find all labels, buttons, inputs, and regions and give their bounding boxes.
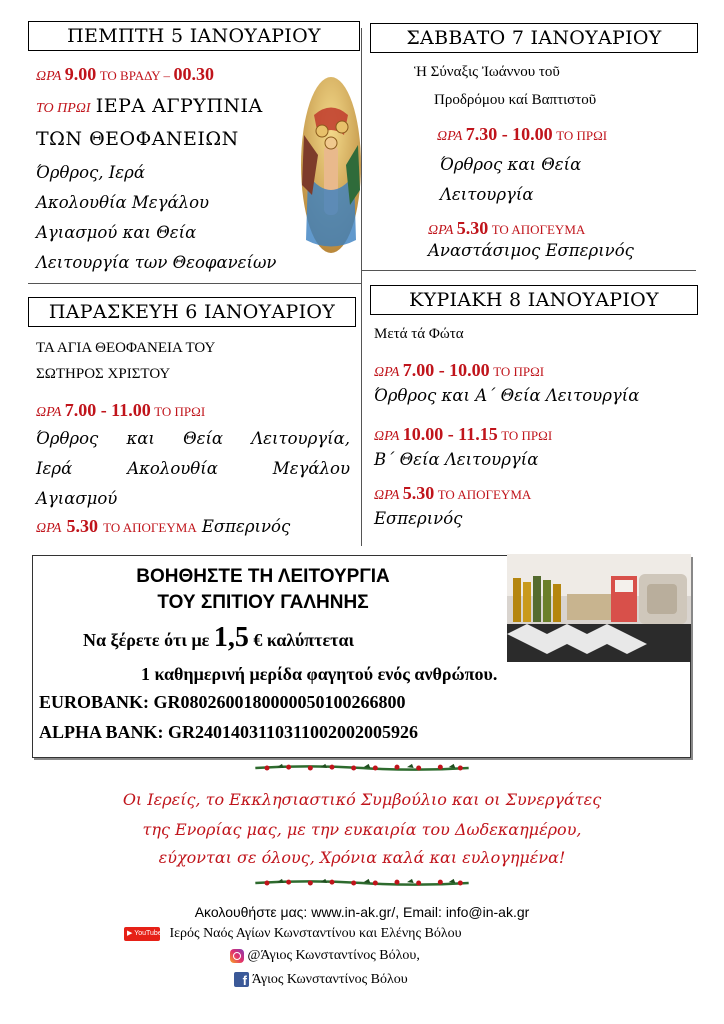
saturday-service1 [440, 150, 581, 210]
instagram-icon [230, 949, 244, 963]
saturday-time1: ΩΡΑ 7.30 - 10.00 ΤΟ ΠΡΩΙ [437, 124, 608, 144]
donation-box [32, 555, 691, 758]
sunday-time1: ΩΡΑ 7.00 - 10.00 ΤΟ ΠΡΩΙ [374, 360, 545, 380]
saturday-service2: Αναστάσιμος Εσπερινός [428, 241, 634, 260]
friday-service1 [36, 424, 350, 514]
saturday-header: ΣΑΒΒΑΤΟ 7 ΙΑΝΟΥΑΡΙΟΥ [370, 23, 698, 53]
holly-garland-top [234, 763, 490, 773]
youtube-icon: ▶ YouTube [124, 927, 160, 941]
saturday-feast-line2: Προδρόμου καί Βαπτιστοῦ [434, 92, 597, 108]
saturday-service1-line: Λειτουργία [440, 185, 534, 204]
donation-line2: 1 καθημερινή μερίδα φαγητού ενός ανθρώπου. [141, 664, 498, 684]
thursday-time: ΩΡΑ 9.00 ΤΟ ΒΡΑΔΥ – 00.30 [36, 64, 214, 84]
donation-title-line2: ΤΟΥ ΣΠΙΤΙΟΥ ΓΑΛΗΝΗΣ [157, 592, 369, 613]
iban-eurobank: GR0802600180000050100266800 [153, 692, 406, 712]
saturday-feast-line1: Ἡ Σύναξις Ἰωάννου τοῦ [414, 64, 560, 80]
friday-service1-line: Ιερά Ακολουθία Μεγάλου [36, 459, 350, 478]
friday-service1-line: Αγιασμού [36, 489, 118, 508]
follow-line: Ακολουθήστε μας: www.in-ak.gr/, Email: info@in-ak.gr [194, 904, 530, 920]
bank-alpha: ALPHA BANK: GR2401403110311002002005926 [39, 722, 419, 742]
youtube-line[interactable]: ▶ YouTube Ιερός Ναός Αγίων Κωνσταντίνου και Ελένης Βόλου [124, 926, 462, 942]
thursday-header: ΠΕΜΠΤΗ 5 ΙΑΝΟΥΑΡΙΟΥ [28, 21, 360, 51]
donation-title-line1: ΒΟΗΘΗΣΤΕ ΤΗ ΛΕΙΤΟΥΡΓΙΑ [136, 566, 390, 587]
sunday-time2: ΩΡΑ 10.00 - 11.15 ΤΟ ΠΡΩΙ [374, 424, 553, 444]
facebook-line[interactable]: f Άγιος Κωνσταντίνος Βόλου [234, 972, 408, 988]
sunday-service1: Όρθρος και Α΄ Θεία Λειτουργία [374, 386, 640, 405]
sunday-service2: Β΄ Θεία Λειτουργία [374, 450, 539, 469]
thursday-body-line: Αγιασμού και Θεία [36, 223, 197, 242]
sunday-time3: ΩΡΑ 5.30 ΤΟ ΑΠΟΓΕΥΜΑ [374, 483, 532, 503]
saturday-service1-line: Όρθρος και Θεία [440, 155, 582, 174]
email-link[interactable]: info@in-ak.gr [445, 904, 530, 920]
bank-eurobank: EUROBANK: GR0802600180000050100266800 [39, 692, 406, 712]
food-donations-photo [507, 554, 691, 662]
thursday-body-line: Όρθρος, Ιερά [36, 163, 145, 182]
greeting-line1: Οι Ιερείς, το Εκκλησιαστικό Συμβούλιο και οι Συνεργάτες [122, 790, 602, 809]
thursday-body-line: Ακολουθία Μεγάλου [36, 193, 210, 212]
website-link[interactable]: www.in-ak.gr/, [311, 904, 400, 920]
sunday-service3: Εσπερινός [374, 509, 463, 528]
thursday-body [36, 158, 276, 278]
instagram-line[interactable]: @Άγιος Κωνσταντίνος Βόλου, [230, 948, 420, 964]
donation-line1: Να ξέρετε ότι με 1,5 € καλύπτεται [83, 622, 355, 653]
friday-feast-line1: ΤΑ ΑΓΙΑ ΘΕΟΦΑΝΕΙΑ ΤΟΥ [36, 340, 216, 356]
friday-service1-line: Όρθρος και Θεία Λειτουργία, [36, 429, 350, 448]
thursday-title-line2: ΤΩΝ ΘΕΟΦΑΝΕΙΩΝ [36, 128, 239, 150]
thursday-body-line: Λειτουργία των Θεοφανείων [36, 253, 277, 272]
thursday-title: ΤΟ ΠΡΩΙ ΙΕΡΑ ΑΓΡΥΠΝΙΑ [36, 95, 263, 117]
friday-time1: ΩΡΑ 7.00 - 11.00 ΤΟ ΠΡΩΙ [36, 400, 206, 420]
row-divider-left [28, 283, 361, 284]
saturday-time2: ΩΡΑ 5.30 ΤΟ ΑΠΟΓΕΥΜΑ [428, 218, 586, 238]
photo-checker-floor [507, 624, 691, 662]
greeting-line2: της Ενορίας μας, με την ευκαιρία του Δωδεκαημέρου, [142, 820, 582, 839]
theophany-icon-image [300, 75, 362, 255]
friday-header: ΠΑΡΑΣΚΕΥΗ 6 ΙΑΝΟΥΑΡΙΟΥ [28, 297, 356, 327]
holly-garland-bottom [234, 878, 490, 888]
row-divider-right [361, 270, 696, 271]
friday-time2: ΩΡΑ 5.30 ΤΟ ΑΠΟΓΕΥΜΑ Εσπερινός [36, 516, 291, 536]
sunday-subtitle: Μετά τά Φώτα [374, 326, 464, 342]
greeting-line3: εύχονται σε όλους, Χρόνια καλά και ευλογημένα! [158, 848, 566, 867]
facebook-icon: f [234, 972, 249, 987]
sunday-header: ΚΥΡΙΑΚΗ 8 ΙΑΝΟΥΑΡΙΟΥ [370, 285, 698, 315]
friday-feast-line2: ΣΩΤΗΡΟΣ ΧΡΙΣΤΟΥ [36, 366, 171, 382]
iban-alpha: GR2401403110311002002005926 [168, 722, 419, 742]
